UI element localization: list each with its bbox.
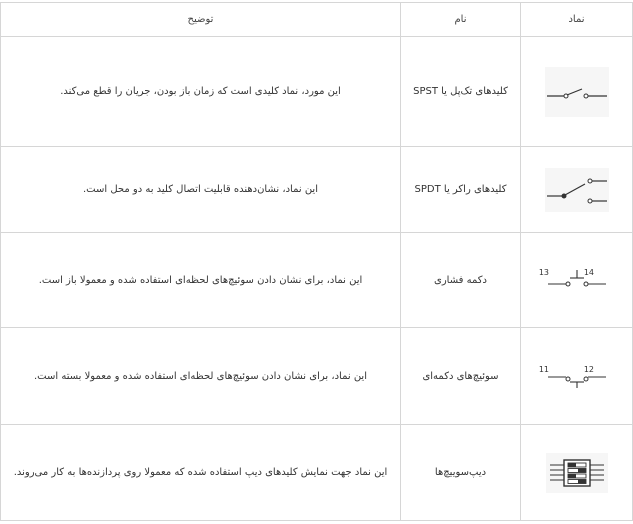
terminal-label-14: 14	[583, 268, 594, 277]
symbol-cell	[521, 37, 633, 147]
terminal-label-11: 11	[538, 365, 549, 374]
header-name: نام	[401, 3, 521, 37]
terminal-label-13: 13	[538, 268, 549, 277]
description-cell: این مورد، نماد کلیدی است که زمان باز بودن، جریان را قطع می‌کند.	[1, 37, 401, 147]
terminal-label-12: 12	[583, 365, 594, 374]
symbol-cell	[521, 425, 633, 521]
name-cell: سوئیچ‌های دکمه‌ای	[401, 328, 521, 425]
symbols-table	[0, 2, 633, 521]
description-cell: این نماد، برای نشان دادن سوئیچ‌های لحظه‌ای استفاده شده و معمولا باز است.	[1, 233, 401, 328]
table-row	[1, 37, 633, 147]
table-row	[1, 328, 633, 425]
header-description: توضیح	[1, 3, 401, 37]
symbol-cell	[521, 233, 633, 328]
name-cell: کلیدهای تک‌پل یا SPST	[401, 37, 521, 147]
symbol-cell	[521, 328, 633, 425]
table-header-row	[1, 3, 633, 37]
table-row	[1, 233, 633, 328]
spdt-switch-icon	[545, 168, 609, 212]
dip-switch-icon	[546, 453, 608, 493]
name-cell: کلیدهای راکر یا SPDT	[401, 147, 521, 233]
description-cell: این نماد جهت نمایش کلیدهای دیپ استفاده شده که معمولا روی پردازنده‌ها به کار می‌روند.	[1, 425, 401, 521]
description-cell: این نماد، برای نشان دادن سوئیچ‌های لحظه‌ای استفاده شده و معمولا بسته است.	[1, 328, 401, 425]
name-cell: دکمه فشاری	[401, 233, 521, 328]
table-row	[1, 147, 633, 233]
push-button-closed-icon	[538, 361, 608, 391]
symbol-cell	[521, 147, 633, 233]
table-row	[1, 425, 633, 521]
spst-switch-icon	[545, 67, 609, 117]
push-button-icon	[538, 265, 608, 295]
description-cell: این نماد، نشان‌دهنده قابلیت اتصال کلید به دو محل است.	[1, 147, 401, 233]
name-cell: دیپ‌سوییچ‌ها	[401, 425, 521, 521]
header-symbol: نماد	[521, 3, 633, 37]
